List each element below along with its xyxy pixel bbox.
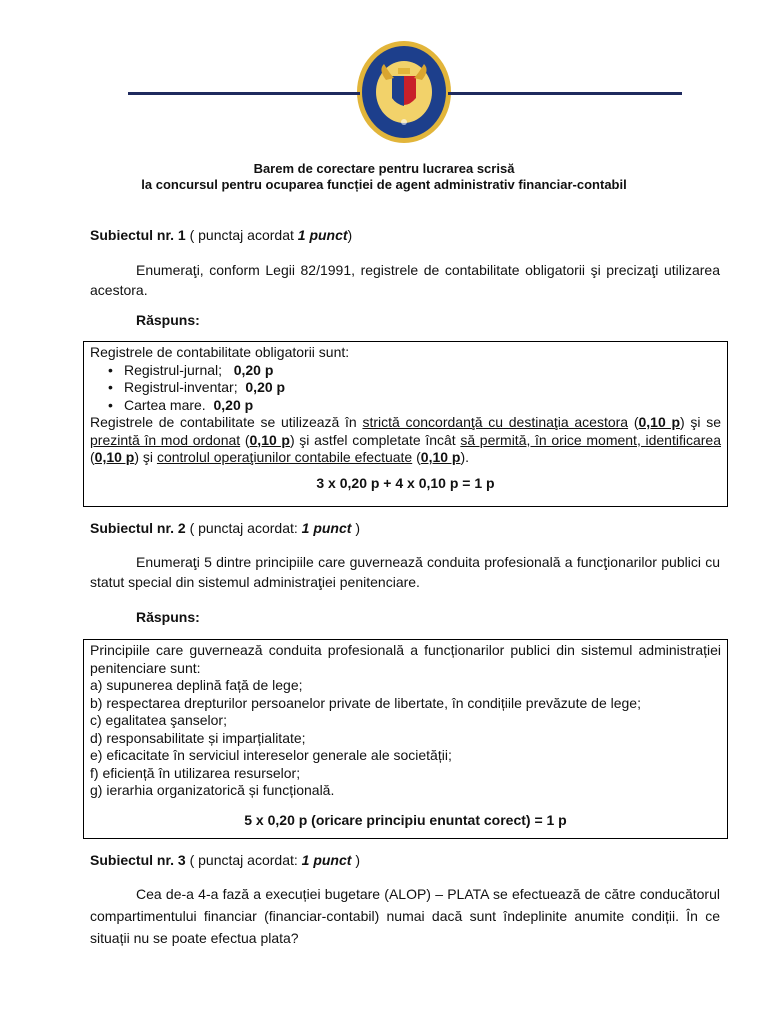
- ministry-seal-logo: [356, 40, 452, 144]
- principle-item: c) egalitatea şanselor;: [90, 712, 227, 728]
- registers-usage-paragraph: Registrele de contabilitate se utilizează în strictă concordanţă cu destinaţia acestora (0,10 p) şi se prezintă în mod ordonat (0,10 p) şi astfel completate încât să permită, în orice moment, identificarea (0,10 p) şi controlul operaţiunilor contabile efectuate (0,10 p).: [90, 414, 722, 465]
- list-item: • Cartea mare. 0,20 p: [124, 397, 721, 415]
- principle-item: f) eficiență în utilizarea resurselor;: [90, 764, 301, 781]
- subject-2-heading: Subiectul nr. 2 ( punctaj acordat: 1 punct ): [90, 520, 360, 536]
- subject-3-score: 1 punct: [301, 852, 352, 868]
- list-item: • Registrul-jurnal; 0,20 p: [124, 362, 721, 380]
- header-rule-right: [448, 92, 682, 95]
- list-item: • Registrul-inventar; 0,20 p: [124, 379, 721, 397]
- registers-list: [90, 362, 721, 415]
- subject-1-label: Subiectul nr. 1: [90, 227, 186, 243]
- subject-1-formula: 3 x 0,20 p + 4 x 0,10 p = 1 p: [316, 474, 495, 491]
- subject-2-question: Enumeraţi 5 dintre principiile care guvernează conduita profesională a funcţionarilor publici cu statut special din sistemul administraţiei penitenciare.: [90, 554, 720, 590]
- subject-1-intro: Registrele de contabilitate obligatorii sunt:: [90, 344, 350, 360]
- subject-2-answer-label: Răspuns:: [136, 609, 200, 625]
- principle-item: e) eficacitate în serviciul intereselor generale ale societății;: [90, 747, 452, 763]
- subject-3-label: Subiectul nr. 3: [90, 852, 186, 868]
- subject-1-question: Enumeraţi, conform Legii 82/1991, registrele de contabilitate obligatorii şi precizaţi utilizarea acestora.: [90, 262, 720, 298]
- subject-3-question: Cea de-a 4-a fază a execuției bugetare (ALOP) – PLATA se efectuează de către conducătorul compartimentului financiar (financiar-contabil) numai dacă sunt îndeplinite anumite condiții. În ce situații nu se poate efectua plata?: [90, 886, 720, 946]
- subject-1-answer-box: [83, 341, 728, 507]
- principle-item: g) ierarhia organizatorică și funcțională.: [90, 782, 335, 798]
- subject-2-label: Subiectul nr. 2: [90, 520, 186, 536]
- principle-item: a) supunerea deplină față de lege;: [90, 677, 303, 693]
- subject-1-score: 1 punct: [297, 227, 348, 243]
- principle-item: b) respectarea drepturilor persoanelor private de libertate, în condițiile prevăzute de lege;: [90, 694, 641, 711]
- doc-title-line1: Barem de corectare pentru lucrarea scrisă: [253, 161, 515, 176]
- header-rule-left: [128, 92, 360, 95]
- subject-2-answer-box: [83, 639, 728, 839]
- subject-1-answer-label: Răspuns:: [136, 312, 200, 328]
- principle-item: d) responsabilitate și imparțialitate;: [90, 729, 306, 746]
- doc-title-line2: la concursul pentru ocuparea funcției de agent administrativ financiar-contabil: [141, 177, 627, 192]
- subject-3-heading: Subiectul nr. 3 ( punctaj acordat: 1 punct ): [90, 852, 360, 868]
- subject-1-heading: Subiectul nr. 1 ( punctaj acordat 1 punct): [90, 227, 353, 243]
- subject-2-formula: 5 x 0,20 p (oricare principiu enuntat corect) = 1 p: [244, 811, 567, 828]
- subject-2-intro: Principiile care guvernează conduita profesională a funcționarilor publici din sistemul administrației penitenciare sunt:: [90, 642, 721, 676]
- subject-2-score: 1 punct: [301, 520, 352, 536]
